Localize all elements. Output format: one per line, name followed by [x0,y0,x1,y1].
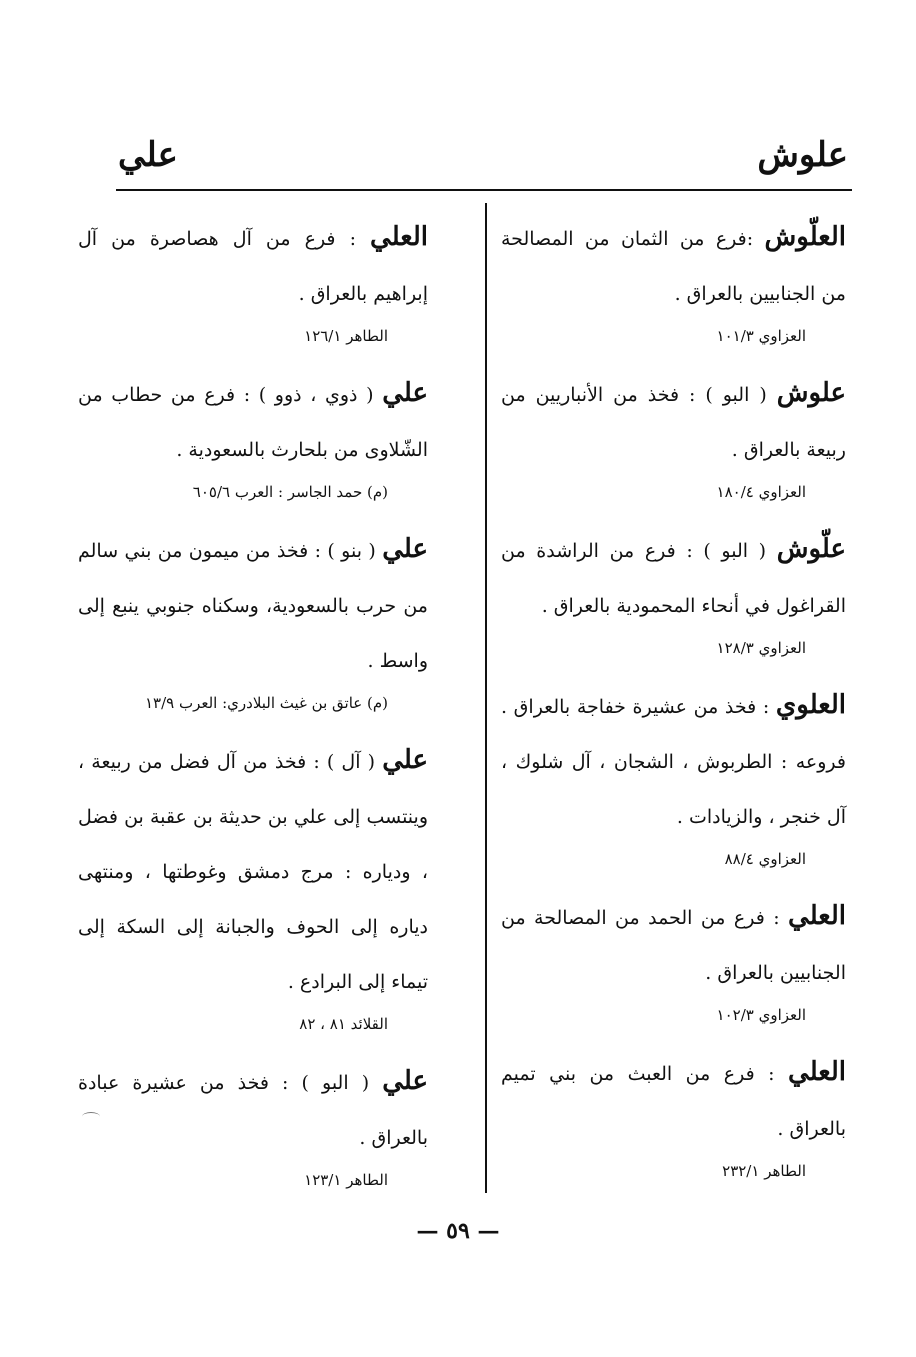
entry-definition: : فخذ من عشيرة خفاجة بالعراق . فروعه : الطربوش ، الشجان ، آل شلوك ، آل خنجر ، والزيادات . [501,696,846,828]
right-column [501,210,846,1201]
entry-definition: : فرع من العبث من بني تميم بالعراق . [501,1063,846,1140]
entry-term: العلي [788,1057,846,1087]
entry-term: علوش [776,378,846,408]
entry-source: الطاهر ١٢٣/١ [304,1171,388,1189]
entry-definition: ( آل ) : فخذ من آل فضل من ربيعة ، وينتسب إلى علي بن حديثة بن عقبة بن فضل ، ودياره : مرج دمشق وغوطتها ، ومنتهى دياره إلى الحوف والجبانة إلى السكة إلى تيماء إلى البرادع . [78,751,428,993]
header-rule [116,189,852,191]
entry [501,678,846,873]
entry-definition: : فرع من الحمد من المصالحة من الجنابيين بالعراق . [501,907,846,984]
entry-term: علّوش [776,534,846,564]
entry-definition: ( ذوي ، ذوو ) : فرع من حطاب من الشّلاوى من بلحارث بالسعودية . [78,384,428,461]
entry [501,210,846,350]
entry-term: العلي [788,901,846,931]
entry-definition: :فرع من الثمان من المصالحة من الجنابيين بالعراق . [501,228,846,305]
entry-term: علي [382,534,428,564]
entry [78,1054,428,1194]
entry-term: العلي [370,222,428,252]
entry-source: الطاهر ١٢٦/١ [304,327,388,345]
entry-term: علي [382,1066,428,1096]
left-column [78,210,428,1210]
column-divider [485,203,487,1193]
margin-pencil-mark [82,1112,100,1121]
entry [78,733,428,1038]
entry-source: العزاوي ٨٨/٤ [724,850,806,868]
entry-source: الطاهر ٢٣٢/١ [722,1162,806,1180]
entry-definition: : فرع من آل هصاصرة من آل إبراهيم بالعراق . [78,228,428,305]
entry-definition: ( البو ) : فخذ من الأنباريين من ربيعة بالعراق . [501,384,846,461]
page-number: — ٥٩ — [416,1218,500,1244]
entry-source: العزاوي ١٠٢/٣ [716,1006,806,1024]
entry-term: علي [382,378,428,408]
entry [78,210,428,350]
entry [501,889,846,1029]
running-header-right: علوش [757,135,848,175]
entry [501,522,846,662]
running-header-left: علي [118,135,178,175]
entry-definition: ( بنو ) : فخذ من ميمون من بني سالم من حرب بالسعودية، وسكناه جنوبي ينبع إلى واسط . [78,540,428,672]
entry-term: علي [382,745,428,775]
entry [78,522,428,717]
entry-source: (م) حمد الجاسر : العرب ٦٠٥/٦ [192,483,388,501]
entry-term: العلوي [775,690,846,720]
entry-source: القلائد ٨١ ، ٨٢ [299,1015,388,1033]
entry-source: العزاوي ١٠١/٣ [716,327,806,345]
entry-definition: ( البو ) : فخذ من عشيرة عبادة بالعراق . [78,1072,428,1149]
entry-source: (م) عاتق بن غيث البلادري: العرب ١٣/٩ [144,694,388,712]
entry-source: العزاوي ١٨٠/٤ [716,483,806,501]
entry [78,366,428,506]
entry-term: العلّوش [764,222,846,252]
entry-source: العزاوي ١٢٨/٣ [716,639,806,657]
entry [501,1045,846,1185]
entry-definition: ( البو ) : فرع من الراشدة من القراغول في أنحاء المحمودية بالعراق . [501,540,846,617]
entry [501,366,846,506]
